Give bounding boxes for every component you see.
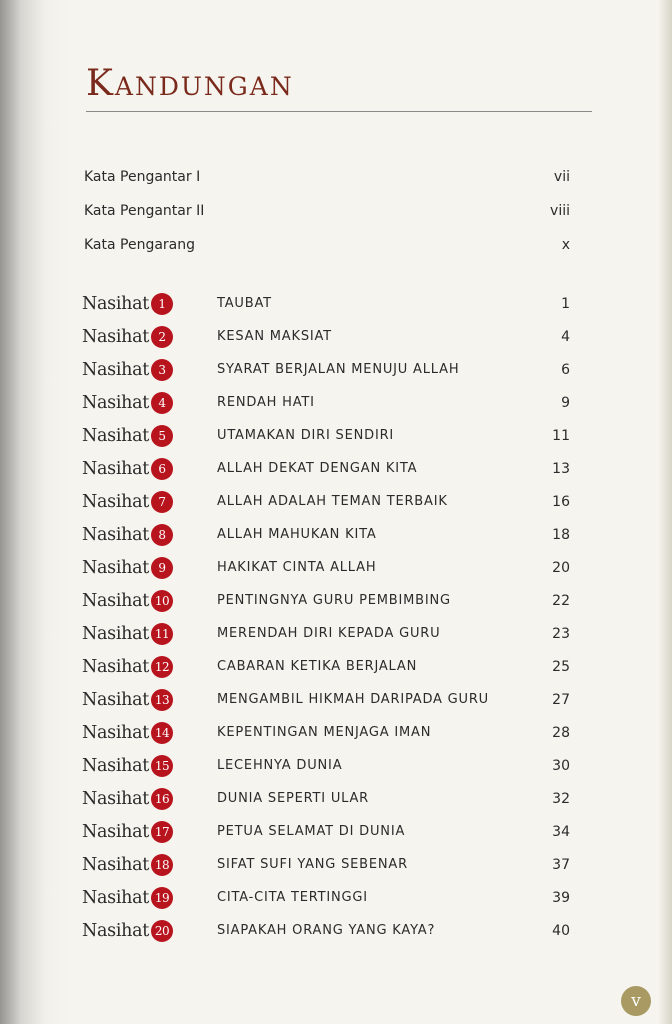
chapter-label <box>82 722 217 744</box>
chapter-page: 32 <box>552 790 570 807</box>
page-edge-shadow <box>658 0 672 1024</box>
chapter-label <box>82 524 217 546</box>
chapter-label <box>82 788 217 810</box>
chapter-entry[interactable] <box>82 650 570 683</box>
chapter-title: KEPENTINGAN MENJAGA IMAN <box>217 725 432 740</box>
chapter-label <box>82 821 217 843</box>
chapter-entry[interactable] <box>82 320 570 353</box>
chapter-title: ALLAH DEKAT DENGAN KITA <box>217 461 418 476</box>
chapter-number-badge: 15 <box>151 755 173 777</box>
chapter-word: Nasihat <box>82 458 149 479</box>
chapter-page: 20 <box>552 559 570 576</box>
chapter-word: Nasihat <box>82 425 149 446</box>
chapter-title: SIAPAKAH ORANG YANG KAYA? <box>217 923 436 938</box>
chapter-number-badge: 2 <box>151 326 173 348</box>
chapter-page: 22 <box>552 592 570 609</box>
chapter-entry[interactable] <box>82 782 570 815</box>
chapter-page: 6 <box>561 361 570 378</box>
chapter-title: CITA-CITA TERTINGGI <box>217 890 368 905</box>
chapter-word: Nasihat <box>82 689 149 710</box>
chapter-word: Nasihat <box>82 392 149 413</box>
chapter-page: 39 <box>552 889 570 906</box>
chapter-number-badge: 5 <box>151 425 173 447</box>
chapter-label <box>82 293 217 315</box>
page-title: Kandungan <box>86 63 294 104</box>
chapter-word: Nasihat <box>82 788 149 809</box>
chapter-entry[interactable] <box>82 683 570 716</box>
chapter-entry[interactable] <box>82 848 570 881</box>
chapter-entry[interactable] <box>82 551 570 584</box>
chapter-number-badge: 13 <box>151 689 173 711</box>
chapter-entry[interactable] <box>82 716 570 749</box>
chapter-page: 34 <box>552 823 570 840</box>
chapter-page: 16 <box>552 493 570 510</box>
chapter-label <box>82 557 217 579</box>
chapter-label <box>82 887 217 909</box>
chapter-title: LECEHNYA DUNIA <box>217 758 343 773</box>
chapter-word: Nasihat <box>82 557 149 578</box>
chapter-label <box>82 623 217 645</box>
chapter-title: PENTINGNYA GURU PEMBIMBING <box>217 593 451 608</box>
front-matter-page: x <box>561 237 570 253</box>
chapter-page: 23 <box>552 625 570 642</box>
chapter-label <box>82 392 217 414</box>
chapter-number-badge: 17 <box>151 821 173 843</box>
chapter-entry[interactable] <box>82 419 570 452</box>
chapter-entry[interactable] <box>82 584 570 617</box>
chapter-page: 13 <box>552 460 570 477</box>
chapter-title: ALLAH MAHUKAN KITA <box>217 527 377 542</box>
chapter-word: Nasihat <box>82 722 149 743</box>
chapter-page: 18 <box>552 526 570 543</box>
chapter-title: CABARAN KETIKA BERJALAN <box>217 659 418 674</box>
chapter-word: Nasihat <box>82 326 149 347</box>
chapter-number-badge: 20 <box>151 920 173 942</box>
chapter-word: Nasihat <box>82 656 149 677</box>
front-matter-label: Kata Pengarang <box>84 237 196 253</box>
chapter-page: 25 <box>552 658 570 675</box>
chapter-word: Nasihat <box>82 920 149 941</box>
chapter-word: Nasihat <box>82 524 149 545</box>
chapter-label <box>82 920 217 942</box>
chapter-word: Nasihat <box>82 854 149 875</box>
front-matter-entry[interactable] <box>84 160 570 194</box>
chapter-label <box>82 425 217 447</box>
chapter-number-badge: 3 <box>151 359 173 381</box>
chapter-list <box>82 287 570 947</box>
chapter-title: UTAMAKAN DIRI SENDIRI <box>217 428 395 443</box>
chapter-title: SIFAT SUFI YANG SEBENAR <box>217 857 408 872</box>
chapter-word: Nasihat <box>82 359 149 380</box>
chapter-number-badge: 19 <box>151 887 173 909</box>
chapter-page: 11 <box>552 427 570 444</box>
chapter-number-badge: 6 <box>151 458 173 480</box>
chapter-entry[interactable] <box>82 287 570 320</box>
chapter-title: MERENDAH DIRI KEPADA GURU <box>217 626 441 641</box>
chapter-entry[interactable] <box>82 617 570 650</box>
chapter-word: Nasihat <box>82 755 149 776</box>
chapter-page: 27 <box>552 691 570 708</box>
chapter-entry[interactable] <box>82 749 570 782</box>
chapter-number-badge: 18 <box>151 854 173 876</box>
chapter-label <box>82 491 217 513</box>
front-matter-label: Kata Pengantar I <box>84 169 201 185</box>
chapter-number-badge: 1 <box>151 293 173 315</box>
chapter-label <box>82 590 217 612</box>
chapter-number-badge: 4 <box>151 392 173 414</box>
chapter-number-badge: 12 <box>151 656 173 678</box>
title-underline <box>86 111 592 112</box>
front-matter-page: vii <box>553 169 570 185</box>
chapter-number-badge: 16 <box>151 788 173 810</box>
chapter-page: 9 <box>561 394 570 411</box>
chapter-entry[interactable] <box>82 815 570 848</box>
chapter-page: 37 <box>552 856 570 873</box>
chapter-title: MENGAMBIL HIKMAH DARIPADA GURU <box>217 692 490 707</box>
chapter-word: Nasihat <box>82 491 149 512</box>
chapter-number-badge: 10 <box>151 590 173 612</box>
chapter-title: SYARAT BERJALAN MENUJU ALLAH <box>217 362 460 377</box>
chapter-title: DUNIA SEPERTI ULAR <box>217 791 370 806</box>
chapter-title: HAKIKAT CINTA ALLAH <box>217 560 377 575</box>
chapter-entry[interactable] <box>82 353 570 386</box>
front-matter-page: viii <box>550 203 570 219</box>
chapter-label <box>82 458 217 480</box>
chapter-word: Nasihat <box>82 887 149 908</box>
front-matter-entry[interactable] <box>84 228 570 262</box>
chapter-entry[interactable] <box>82 485 570 518</box>
chapter-label <box>82 359 217 381</box>
chapter-page: 1 <box>561 295 570 312</box>
chapter-number-badge: 11 <box>151 623 173 645</box>
front-matter-list <box>84 160 570 262</box>
chapter-entry[interactable] <box>82 518 570 551</box>
chapter-title: PETUA SELAMAT DI DUNIA <box>217 824 406 839</box>
chapter-number-badge: 9 <box>151 557 173 579</box>
chapter-label <box>82 656 217 678</box>
chapter-entry[interactable] <box>82 881 570 914</box>
chapter-entry[interactable] <box>82 914 570 947</box>
chapter-page: 40 <box>552 922 570 939</box>
chapter-page: 30 <box>552 757 570 774</box>
chapter-title: KESAN MAKSIAT <box>217 329 332 344</box>
page-gutter-shadow <box>0 0 70 1024</box>
chapter-label <box>82 755 217 777</box>
chapter-label <box>82 854 217 876</box>
chapter-entry[interactable] <box>82 452 570 485</box>
page-number-badge: v <box>621 986 651 1016</box>
front-matter-label: Kata Pengantar II <box>84 203 205 219</box>
chapter-word: Nasihat <box>82 293 149 314</box>
chapter-entry[interactable] <box>82 386 570 419</box>
chapter-label <box>82 326 217 348</box>
chapter-number-badge: 7 <box>151 491 173 513</box>
chapter-word: Nasihat <box>82 623 149 644</box>
chapter-number-badge: 14 <box>151 722 173 744</box>
chapter-title: RENDAH HATI <box>217 395 315 410</box>
chapter-word: Nasihat <box>82 821 149 842</box>
chapter-title: ALLAH ADALAH TEMAN TERBAIK <box>217 494 448 509</box>
chapter-title: TAUBAT <box>217 296 272 311</box>
chapter-page: 28 <box>552 724 570 741</box>
chapter-number-badge: 8 <box>151 524 173 546</box>
chapter-label <box>82 689 217 711</box>
chapter-page: 4 <box>561 328 570 345</box>
chapter-word: Nasihat <box>82 590 149 611</box>
front-matter-entry[interactable] <box>84 194 570 228</box>
